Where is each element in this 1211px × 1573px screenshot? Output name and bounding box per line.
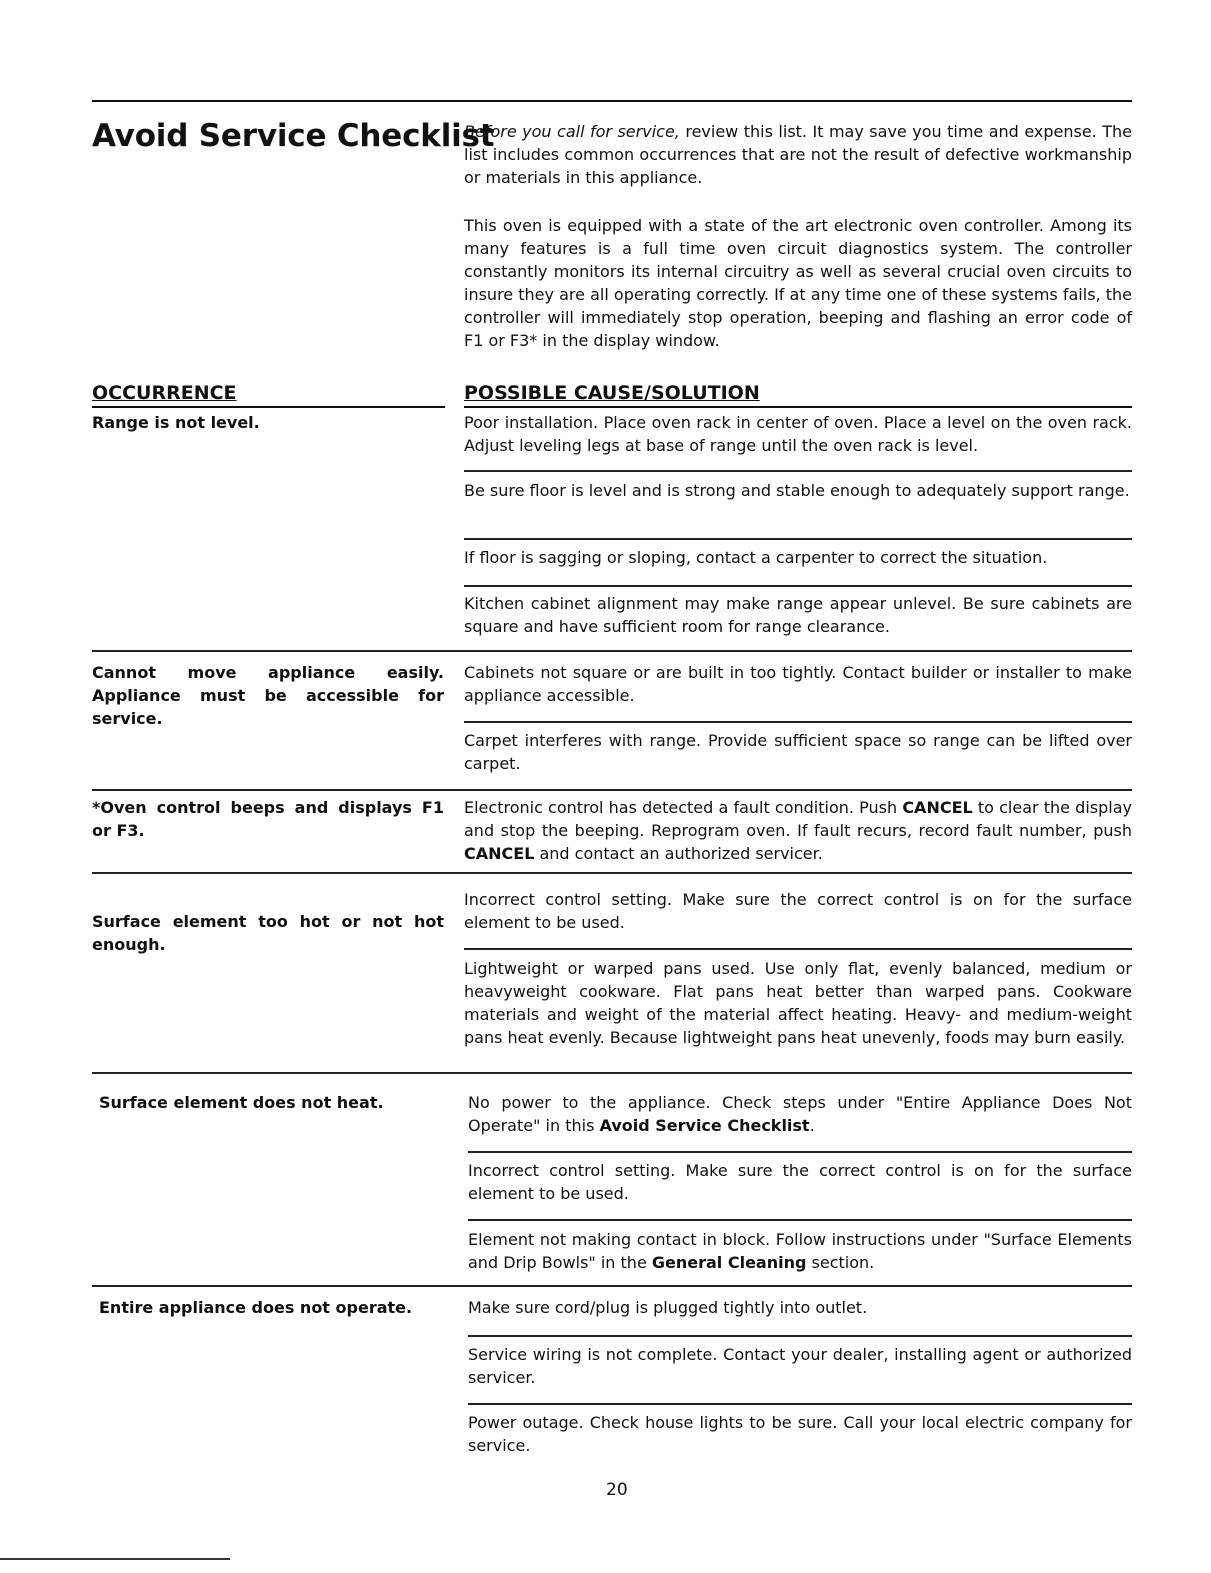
controller-paragraph: This oven is equipped with a state of the art electronic oven controller. Among its many features is a full time oven circuit diagnostics system. The controller constantly monitors its internal circuitry as well as several crucial oven circuits to insure they are all operating correctly. If at any time one of these systems fails, the controller will immediately stop operation, beeping and flashing an error code of F1 or F3* in the display window. (464, 216, 1132, 350)
solution-incorrect-control: Incorrect control setting. Make sure the correct control is on for the surface element to be used. (464, 890, 1132, 932)
solution-poor-installation: Poor installation. Place oven rack in center of oven. Place a level on the oven rack. Adjust leveling legs at base of range until the oven rack is level. (464, 413, 1132, 455)
scan-edge-mark (0, 1558, 230, 1560)
solution-divider (464, 721, 1132, 723)
occurrence-element-too-hot: Surface element too hot or not hot enough. (92, 912, 444, 954)
occurrence-range-not-level: Range is not level. (92, 413, 260, 432)
top-rule (92, 100, 1132, 102)
solution-power-outage: Power outage. Check house lights to be sure. Call your local electric company for service. (468, 1413, 1132, 1455)
solution-carpet: Carpet interferes with range. Provide sufficient space so range can be lifted over carpet. (464, 731, 1132, 773)
solution-no-power (468, 1091, 1132, 1137)
solution-cabinet-alignment: Kitchen cabinet alignment may make range appear unlevel. Be sure cabinets are square and have sufficient room for range clearance. (464, 594, 1132, 636)
solution-divider (464, 585, 1132, 587)
solution-floor-sagging: If floor is sagging or sloping, contact a carpenter to correct the situation. (464, 548, 1048, 567)
solution-cord-plug: Make sure cord/plug is plugged tightly into outlet. (468, 1298, 868, 1317)
row-divider (92, 650, 1132, 652)
solution-divider (464, 538, 1132, 540)
page-number: 20 (606, 1480, 628, 1500)
cancel-key-label: CANCEL (902, 798, 973, 817)
occurrence-header-rule (92, 406, 445, 408)
solution-cabinets-not-square: Cabinets not square or are built in too tightly. Contact builder or installer to make appliance accessible. (464, 663, 1132, 705)
solution-divider (468, 1403, 1132, 1405)
row-divider (92, 789, 1132, 791)
page-title: Avoid Service Checklist (92, 118, 495, 154)
solution-text: and contact an authorized servicer. (534, 844, 823, 863)
solution-fault-condition (464, 796, 1132, 865)
checklist-reference: Avoid Service Checklist (599, 1116, 810, 1135)
row-divider (92, 1072, 1132, 1074)
solution-incorrect-control: Incorrect control setting. Make sure the correct control is on for the surface element to be used. (468, 1161, 1132, 1203)
occurrence-appliance-not-operate: Entire appliance does not operate. (99, 1298, 413, 1317)
solution-text: . (809, 1116, 815, 1135)
solution-divider (464, 948, 1132, 950)
solution-text: Electronic control has detected a fault condition. Push (464, 798, 903, 817)
solution-service-wiring: Service wiring is not complete. Contact your dealer, installing agent or authorized servicer. (468, 1345, 1132, 1387)
solution-text: No power to the appliance. Check steps under "Entire Appliance Does Not Operate" in this (468, 1093, 1132, 1135)
solution-divider (468, 1335, 1132, 1337)
row-divider (92, 1285, 1132, 1287)
intro-lead: Before you call for service, (464, 122, 680, 141)
solution-divider (468, 1219, 1132, 1221)
cancel-key-label: CANCEL (464, 844, 535, 863)
general-cleaning-reference: General Cleaning (651, 1253, 807, 1272)
occurrence-header: OCCURRENCE (92, 382, 237, 404)
solution-text: section. (806, 1253, 875, 1272)
intro-paragraph (464, 120, 1132, 189)
solution-divider (468, 1151, 1132, 1153)
solution-element-contact (468, 1228, 1132, 1274)
solution-floor-level: Be sure floor is level and is strong and stable enough to adequately support range. (464, 481, 1130, 500)
occurrence-oven-control-beeps: *Oven control beeps and displays F1 or F3. (92, 798, 444, 840)
occurrence-cannot-move: Cannot move appliance easily. Appliance must be accessible for service. (92, 663, 444, 728)
solution-warped-pans: Lightweight or warped pans used. Use only flat, evenly balanced, medium or heavyweight cookware. Flat pans heat better than warped pans. Cookware materials and weight of the material affect heating. Heavy- and medium-weight pans heat evenly. Because lightweight pans heat unevenly, foods may burn easily. (464, 959, 1132, 1047)
occurrence-element-no-heat: Surface element does not heat. (99, 1093, 384, 1112)
row-divider (92, 872, 1132, 874)
solution-header: POSSIBLE CAUSE/SOLUTION (464, 382, 760, 404)
solution-text: Element not making contact in block. Follow instructions under "Surface Elements and Drip Bowls" in the (468, 1230, 1132, 1272)
solution-divider (464, 470, 1132, 472)
solution-header-rule (464, 406, 1132, 408)
intro-rest: review this list. It may save you time and expense. The list includes common occurrences that are not the result of defective workmanship or materials in this appliance. (464, 122, 1132, 187)
solution-text: to clear the display and stop the beeping. Reprogram oven. If fault recurs, record fault number, push (464, 798, 1132, 840)
